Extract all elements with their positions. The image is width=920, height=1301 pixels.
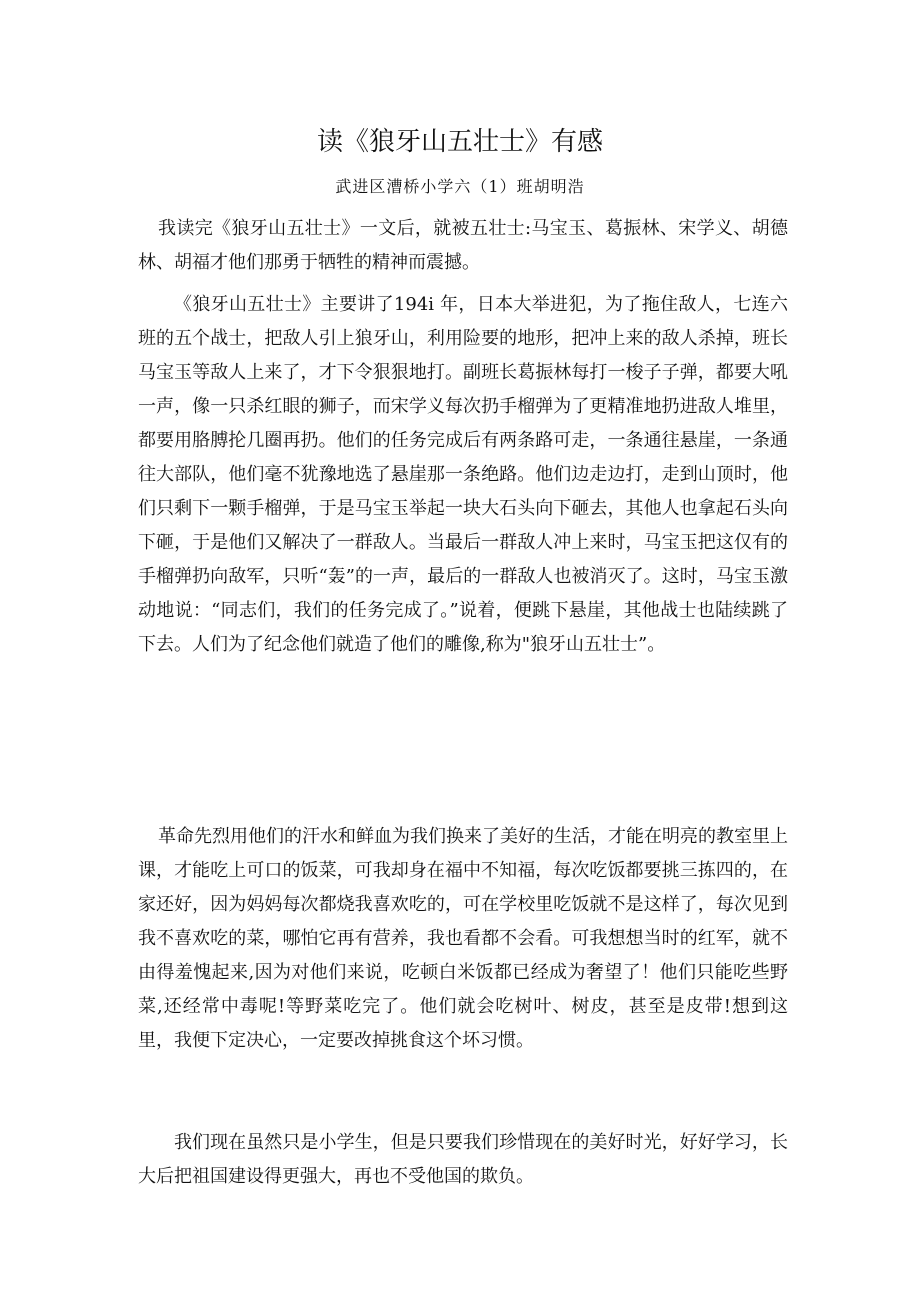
paragraph-3: 革命先烈用他们的汗水和鲜血为我们换来了美好的生活，才能在明亮的教室里上课，才能吃上可口的饭菜，可我却身在福中不知福，每次吃饭都要挑三拣四的，在家还好，因为妈妈每次都烧我喜欢吃的，可在学校里吃饭就不是这样了，每次见到我不喜欢吃的菜，哪怕它再有营养，我也看都不会看。可我想想当时的红军，就不由得羞愧起来,因为对他们来说，吃顿白米饭都已经成为奢望了！他们只能吃些野菜,还经常中毒呢!等野菜吃完了。他们就会吃树叶、树皮，甚至是皮带!想到这里，我便下定决心，一定要改掉挑食这个坏习惯。 [138, 826, 788, 1051]
paragraph-2: 《狼牙山五壮士》主要讲了194i 年，日本大举进犯，为了拖住敌人，七连六班的五个战士，把敌人引上狼牙山，利用险要的地形，把冲上来的敌人杀掉，班长马宝玉等敌人上来了，才下令狠狠地打。副班长葛振林每打一梭子子弹，都要大吼一声，像一只杀红眼的狮子，而宋学义每次扔手榴弹为了更精准地扔进敌人堆里，都要用胳膊抡几圈再扔。他们的任务完成后有两条路可走，一条通往悬崖，一条通往大部队，他们毫不犹豫地选了悬崖那一条绝路。他们边走边打，走到山顶时，他们只剩下一颗手榴弹，于是马宝玉举起一块大石头向下砸去，其他人也拿起石头向下砸，于是他们又解决了一群敌人。当最后一群敌人冲上来时，马宝玉把这仅有的手榴弹扔向敌军，只听“轰”的一声，最后的一群敌人也被消灭了。这时，马宝玉激动地说：“同志们，我们的任务完成了。”说着，便跳下悬崖，其他战士也陆续跳了下去。人们为了纪念他们就造了他们的雕像,称为"狼牙山五壮士”。 [138, 294, 788, 655]
author-line: 武进区漕桥小学六（1）班胡明浩 [335, 177, 585, 196]
essay-title: 读《狼牙山五壮士》有感 [316, 127, 603, 157]
paragraph-4: 我们现在虽然只是小学生，但是只要我们珍惜现在的美好时光，好好学习，长大后把祖国建设得更强大，再也不受他国的欺负。 [138, 1132, 788, 1187]
paragraph-1: 我读完《狼牙山五壮士》一文后，就被五壮士:马宝玉、葛振林、宋学义、胡德林、胡福才他们那勇于牺牲的精神而震撼。 [138, 218, 788, 273]
